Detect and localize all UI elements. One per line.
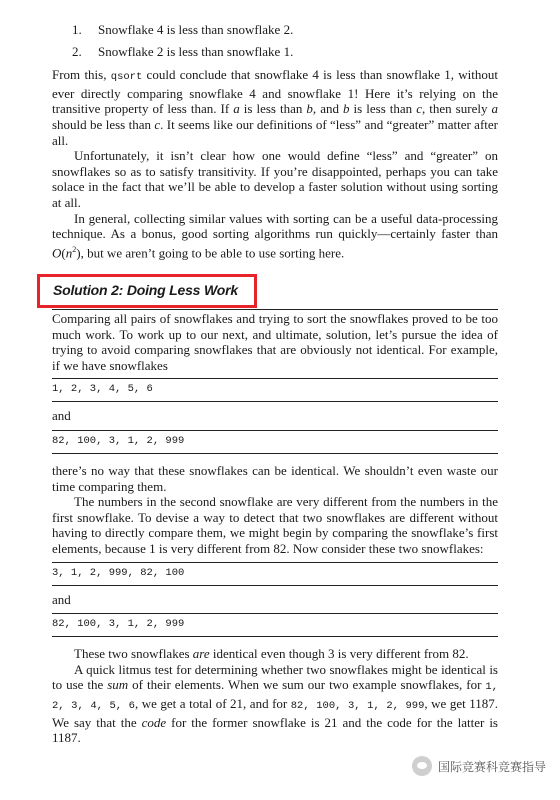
paragraph: and: [52, 408, 71, 424]
list-item: 2. Snowflake 2 is less than snowflake 1.: [72, 43, 294, 59]
code-block: 82, 100, 3, 1, 2, 999: [52, 613, 498, 637]
paragraph: A quick litmus test for determining whether two snowflakes might be identical is to use the sum of their elements. When we sum our two example snowflakes, for 1, 2, 3, 4, 5, 6, we get a total of 21, and for 82, 100, 3, 1, 2, 999, we get 1187. We say that the code for the former snowflake is 21 and the code for the latter is 1187.: [52, 661, 498, 746]
paragraph: The numbers in the second snowflake are very different from the numbers in the first snowflake. To devise a way to detect that two snowflakes are different without having to directly compare them, we might begin by comparing the snowflake’s first elements, because 1 is very different from 82. Now consider these two snowflakes:: [52, 494, 498, 556]
section-heading: Solution 2: Doing Less Work: [53, 282, 238, 298]
paragraph: there’s no way that these snowflakes can be identical. We shouldn’t even waste our time comparing them.: [52, 462, 498, 494]
book-page: [52, 0, 498, 261]
code-block: 82, 100, 3, 1, 2, 999: [52, 430, 498, 454]
code-block: 3, 1, 2, 999, 82, 100: [52, 562, 498, 586]
wechat-logo-icon: [412, 756, 432, 776]
heading-divider: [52, 309, 498, 310]
paragraph: These two snowflakes are identical even though 3 is very different from 82.: [74, 646, 469, 662]
paragraph: Comparing all pairs of snowflakes and trying to sort the snowflakes proved to be too much work. To work up to our next, and ultimate, solution, let’s pursue the idea of trying to avoid comparing snowflakes that are obviously not identical. For example, if we have snowflakes: [52, 311, 498, 373]
paragraph: In general, collecting similar values with sorting can be a useful data-processing technique. As a bonus, good sorting algorithms run quickly—certainly faster than $O(n^2)$, but we aren’t going to be able to use sorting here.: [52, 210, 498, 261]
watermark: 国际竞赛科竞赛指导: [412, 756, 546, 776]
paragraph: From this, qsort could conclude that snowflake 4 is less than snowflake 1, without ever directly comparing snowflake 4 and snowflake 1! Here it’s relying on the transitive property of less than. If a is less than b, and b is less than c, then surely a should be less than c. It seems like our definitions of “less” and “greater” matter after all.: [52, 67, 498, 148]
paragraph: and: [52, 591, 71, 607]
list-item: 1. Snowflake 4 is less than snowflake 2.: [72, 22, 294, 37]
paragraph: Unfortunately, it isn’t clear how one would define “less” and “greater” on snowflakes so as to satisfy transitivity. If you’re disappointed, perhaps you can take solace in the fact that we’ll be able to develop a faster solution without using sorting at all.: [52, 148, 498, 210]
ordered-list: [52, 22, 498, 59]
code-block: 1, 2, 3, 4, 5, 6: [52, 378, 498, 402]
book-page-lower: [52, 311, 498, 746]
